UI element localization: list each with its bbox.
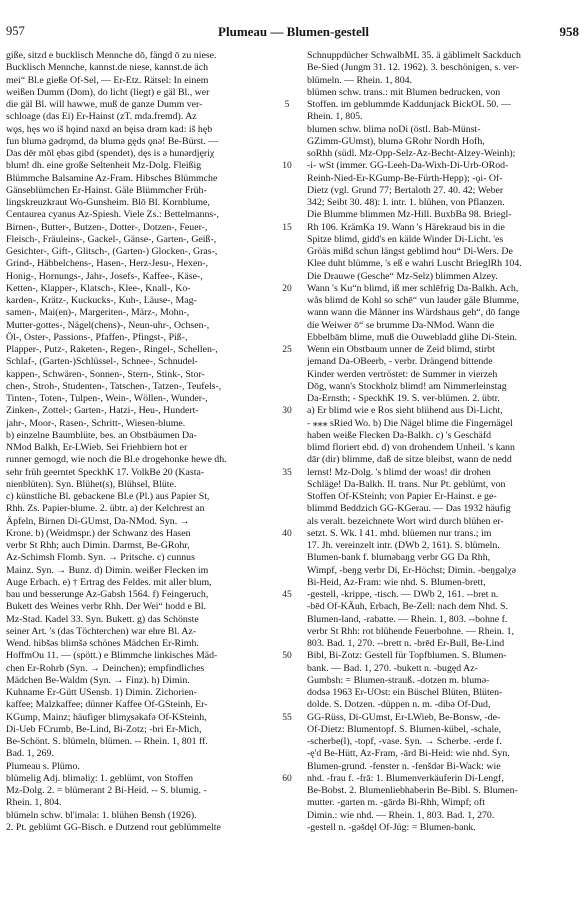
- text-line: Gänseblümchen Er-Hainst. Gäle Blümmcher Früh-: [6, 184, 207, 196]
- text-line: Gröäs mißd schun längst geblimd hou“ Di-Wers. De: [307, 246, 513, 257]
- text-line: Mainz. Syn. → Bunz. d) Dimin. weißer Flecken im: [6, 564, 209, 576]
- text-line: Äpfeln, Birnen Di-GUmst, Da-NMod. Syn. →: [6, 515, 190, 527]
- text-line: bau und besserunge Az-Gabsh 1564. f) Feingeruch,: [6, 589, 209, 600]
- text-line: Blumen-land, -rabatte. — Rhein. 1, 803. --bohne f.: [307, 613, 508, 625]
- text-line: Wenn ein Obstbaum unner de Zeid blimd, stirbt: [307, 344, 495, 355]
- text-line: GG-Rüss, Di-GUmst, Er-LWieb, Be-Bonsw, -de-: [307, 711, 501, 723]
- text-line: Rhein. 1, 805.: [307, 111, 363, 123]
- text-line: b) einzelne Baumblüte, bes. an Obstbäumen Da-: [6, 429, 197, 441]
- text-line: Rhein. 1, 804.: [6, 797, 62, 809]
- text-line: Schlaf-, (Garten-)Schlüssel-, Schnee-, Schnudel-: [6, 356, 198, 368]
- gutter-spacer: [274, 418, 300, 430]
- text-line: blümen schw. trans.: mit Blumen bedrucken, von: [307, 86, 501, 98]
- gutter-spacer: [274, 111, 300, 123]
- line-number: 35: [282, 467, 292, 478]
- text-line: -i- wSt (immer. GG-Leeh-Da-Wixh-Di-Urb-ORod-: [307, 160, 509, 172]
- text-line: Wann 's Ku“n blimd, iß mer schlēfrig Da-Balkh. Ach,: [307, 282, 519, 294]
- text-line: verbr St Rhh: rot blühende Feuerbohne. — Rhein. 1,: [307, 625, 514, 637]
- text-line: dār (dir) blimme, daß de sitze bleibst, wann de nedd: [307, 454, 512, 466]
- gutter-spacer: [274, 503, 300, 515]
- gutter-spacer: [274, 271, 300, 283]
- text-line: Blümmche Balsamine Az-Fram. Hibsches Blümmche: [6, 172, 218, 184]
- text-line: - ⁎⁎⁎ sRied Wo. b) Die Nägel blime die Fingernägel: [307, 417, 513, 429]
- text-line: 342; Seibt 30. 48): I. intr. 1. blühen, von Pflanzen.: [307, 197, 505, 208]
- text-line: Bibl, Bi-Zotz: Gestell für Topfblumen. S. Blumen-: [307, 650, 507, 662]
- text-line: Birnen-, Butter-, Butzen-, Dotter-, Dotzen-, Feuer-,: [6, 221, 208, 233]
- gutter-spacer: [274, 552, 300, 564]
- text-line: Dietz (vgl. Grund 77; Bertaloth 27. 40. 42; Weber: [307, 184, 504, 196]
- line-number: 20: [282, 283, 292, 294]
- text-line: Of-Dietz: Blumentopf. S. Blumen-kübel, -schale,: [307, 723, 502, 735]
- text-line: -scherbe(l), -topf, -vase. Syn. → Scherbe. -erde f.: [307, 736, 502, 747]
- text-line: GZimm-GUmst), blumǝ GRohr Nordh Hofh,: [307, 135, 485, 147]
- text-line: bank. — Bad. 1, 270. -bukett n. -bugęd Az-: [307, 662, 478, 674]
- text-line: wann wann die Männer ins Wärdshaus geh“, dō fange: [307, 307, 520, 319]
- gutter-spacer: [274, 442, 300, 454]
- text-line: Stoffen Of-KSteinh; von Papier Er-Hainst. e ge-: [307, 491, 497, 502]
- text-line: blimd floriert ebd. d) von drohendem Unheil. 's kann: [307, 442, 515, 453]
- text-line: soRhh (südl. Mz-Opp-Selz-Az-Becht-Alzey-Weinh);: [307, 148, 516, 159]
- text-line: Rhh. Zs. Papier-blume. 2. übtr. a) der Kelchrest an: [6, 503, 205, 515]
- text-line: Reinh-Nied-Er-KGump-Be-Fürth-Hepp); -ǫi- Of-: [307, 172, 503, 184]
- text-line: nienblüten). Syn. Blühet(s), Blühsel, Blüte.: [6, 478, 177, 490]
- gutter-spacer: [274, 381, 300, 393]
- text-line: -gestell, -krippe, -tisch. — DWb 2, 161. --bret n.: [307, 589, 499, 600]
- text-line: die Weiwer ō“ se brumme Da-NMod. Wann die: [307, 319, 495, 331]
- gutter-spacer: [274, 295, 300, 307]
- line-number: 30: [282, 406, 292, 417]
- text-line: Di-Ueb FCrumb, Be-Lind, Bi-Zotz; -bri Er-Mich,: [6, 723, 202, 735]
- text-line: sehr früh geerntet SpeckhK 17. VolkBe 20 (Kasta-: [6, 466, 205, 478]
- text-line: weißen Dumm (Dom), do licht (liegt) e gäl Bl., wer: [6, 86, 210, 98]
- text-line: blümeln schw. bl'imǝlǝ: 1. blühen Bensh (1926).: [6, 809, 197, 821]
- gutter-spacer: [274, 136, 300, 148]
- text-line: wås blimd de Kohl so schē“ vun lauder gäle Blumme,: [307, 295, 520, 306]
- text-line: Stoffen. im geblummde Kaddunjack BickOL 50. —: [307, 99, 511, 110]
- gutter-spacer: [274, 320, 300, 332]
- text-line: Plumeau s. Plümo.: [6, 760, 80, 772]
- line-number: 45: [282, 590, 292, 600]
- line-number: 50: [282, 651, 292, 662]
- text-line: Da-Ernsth; - SpeckhK 19. S. ver-blümen. 2. übtr.: [307, 393, 500, 404]
- gutter-spacer: [274, 332, 300, 344]
- gutter-spacer: [274, 479, 300, 491]
- text-line: Be-Bobst. 2. Blumenliebhaberin Be-Bibl. S. Blumen-: [307, 785, 518, 796]
- text-line: NMod Balkh, Er-LWieb. Sei Friehbiern hot er: [6, 442, 188, 453]
- text-line: fun blumǝ gǝdrǫmd, dǝ blumǝ gęds ǫnǝ! Be-Bürst. —: [6, 135, 219, 147]
- text-line: c) künstliche Bl. gebackene Bl.e (Pl.) aus Papier St,: [6, 491, 210, 502]
- text-line: nhd. -frau f. -frā: 1. Blumenverkäuferin Di-Lengf,: [307, 772, 504, 784]
- gutter-spacer: [274, 356, 300, 368]
- text-line: 803. Bad. 1, 270. --brett n. -brēd Er-Bull, Be-Lind: [307, 638, 505, 649]
- text-line: Blumen-grund. -fenster n. -fenšdǝr Bi-Wack: wie: [307, 760, 501, 772]
- text-line: Bukett des Weines verbr Rhh. Der Wei“ hodd e Bl.: [6, 601, 207, 613]
- line-number: 60: [282, 773, 292, 784]
- text-line: 17. Jh. vereinzelt intr. (DWb 2, 161). S. blümeln.: [307, 540, 500, 551]
- text-line: haben weiße Flecken Da-Balkh. c) 's Geschäfd: [307, 429, 492, 441]
- line-number: 5: [284, 100, 290, 110]
- text-line: verbr St Rhh; auch Dimin. Darmst, Be-GRohr,: [6, 540, 190, 551]
- line-number: 40: [282, 528, 292, 539]
- text-line: Be-Sied (Jungm 31. 12. 1962). 3. beschönigen, s. ver-: [307, 62, 519, 74]
- text-line: mutter. -garten m. -gārdǝ Bi-Rhh, Wimpf; oft: [307, 797, 485, 809]
- text-line: jahr-, Moor-, Rasen-, Schritt-, Wiesen-blume.: [6, 417, 186, 429]
- gutter-spacer: [274, 124, 300, 136]
- text-line: dolde. S. Dotzen. -düppen n. m. -dibǝ Of-Dud,: [307, 699, 491, 711]
- text-line: Mz-Stad. Kadel 33. Syn. Bukett. g) das Schönste: [6, 613, 199, 625]
- gutter-spacer: [274, 675, 300, 687]
- text-line: a) Er blimd wie e Ros sieht blühend aus Di-Licht,: [307, 405, 503, 417]
- gutter-spacer: [274, 185, 300, 197]
- text-line: HoffmOu 11. — (spött.) e Blimmche linkisches Mäd-: [6, 650, 218, 662]
- text-line: blum! dh. eine große Seltenheit Mz-Dolg. Fleißig: [6, 160, 202, 172]
- text-line: Das dēr mōl ębǝs gibd (spendet), dęs is ǝ hunǝrdjęriχ: [6, 148, 215, 159]
- gutter-spacer: [274, 565, 300, 577]
- gutter-spacer: [274, 430, 300, 442]
- text-line: Gesichter-, Gift-, Glitsch-, (Garten-) Glocken-, Gras-,: [6, 246, 218, 257]
- text-line: setzt. S. Wk. I 41. mhd. blüemen nur trans.; im: [307, 527, 492, 539]
- gutter-spacer: [274, 369, 300, 381]
- gutter-spacer: [274, 246, 300, 258]
- text-line: -bēd Of-KÄuh, Erbach, Be-Zell: nach dem Nhd. S.: [307, 601, 508, 613]
- gutter-spacer: [274, 454, 300, 466]
- gutter-spacer: [274, 148, 300, 160]
- text-line: mei“ Bl.e gieße Of-Sel, — Er-Etz. Rätsel: In einem: [6, 74, 209, 86]
- line-number: 25: [282, 345, 292, 355]
- running-title: Plumeau — Blumen-gestell: [218, 24, 369, 39]
- line-number: 10: [282, 161, 292, 172]
- text-line: Bi-Heid, Az-Fram: wie nhd. S. Blumen-brett,: [307, 576, 486, 588]
- line-number-gutter: [274, 50, 300, 834]
- gutter-spacer: [274, 197, 300, 209]
- text-line: schloage (das Ei) Er-Hainst (zT. mda.fremd). Az: [6, 111, 197, 123]
- gutter-spacer: [274, 62, 300, 74]
- gutter-spacer: [274, 307, 300, 319]
- text-line: Mutter-gottes-, Nägel(chens)-, Neun-uhr-, Ochsen-,: [6, 319, 210, 331]
- text-line: Klee duht blümme, 's eß e wahri Luscht BrieglRh 104.: [307, 258, 522, 270]
- text-line: die gäl Bl. will hawwe, muß de ganze Dumm ver-: [6, 99, 203, 110]
- gutter-spacer: [274, 87, 300, 99]
- text-line: Zinken-, Zottel-; Garten-, Hatzi-, Heu-, Hundert-: [6, 405, 199, 417]
- text-line: Kuhname Er-Gütt USensb. 1) Dimin. Zichorien-: [6, 687, 197, 698]
- text-line: samen-, Mai(en)-, Margeriten-, März-, Mohn-,: [6, 307, 190, 319]
- gutter-spacer: [274, 724, 300, 736]
- text-line: chen Er-Rohrb (Syn. → Deinchen); empfindliches: [6, 662, 205, 674]
- gutter-spacer: [274, 626, 300, 638]
- text-line: blümelig Adj. blimǝliχ: 1. geblümt, von Stoffen: [6, 772, 194, 784]
- gutter-spacer: [274, 393, 300, 405]
- text-line: Mz-Dolg. 2. = blümerant 2 Bi-Heid. -- S. blumig. -: [6, 785, 207, 796]
- right-column: [307, 50, 579, 834]
- text-line: wǫs, hęs wo iš hǫind naxd ǝn bęisǝ drǝm kad: iš hęb: [6, 123, 213, 135]
- gutter-spacer: [274, 761, 300, 773]
- line-number: 15: [282, 222, 292, 233]
- text-line: als veralt. bezeichnete Wort wird durch blühen er-: [307, 515, 504, 527]
- text-line: Rh 106. KrämKa 19. Wann 's Härekraud bis in die: [307, 221, 505, 233]
- text-line: Be-Schönt. S. blümeln, blümen. -- Rhein. 1, 801 ff.: [6, 736, 208, 747]
- gutter-spacer: [274, 699, 300, 711]
- text-line: Spitze blimd, gidd's en kälde Winder Di-Licht. 'es: [307, 233, 504, 245]
- text-line: Honig-, Hornungs-, Jahr-, Josefs-, Kaffee-, Käse-,: [6, 270, 203, 282]
- line-number: 55: [282, 712, 292, 723]
- gutter-spacer: [274, 601, 300, 613]
- gutter-spacer: [274, 785, 300, 797]
- text-line: seiner Art. 's (das Töchterchen) war ehre Bl. Az-: [6, 625, 197, 637]
- gutter-spacer: [274, 748, 300, 760]
- gutter-spacer: [274, 234, 300, 246]
- text-line: Mädchen Be-Waldm (Syn. → Finz). h) Dimin.: [6, 674, 190, 686]
- page-number-right: 958: [559, 24, 579, 39]
- text-line: Auge Erbach. e) † Ertrag des Feldes. mit aller blum,: [6, 576, 212, 588]
- text-line: jemand Da-OBeerb, - verbr. Drängend bittende: [307, 356, 493, 368]
- text-line: runner gemogd, wie noch die Bl.e drogehonke hewe dh.: [6, 454, 227, 466]
- text-line: blumen schw. blimǝ noDi (östl. Bab-Münst-: [307, 123, 481, 135]
- text-line: karden-, Krätz-, Kuckucks-, Kuh-, Läuse-, Mag-: [6, 295, 197, 306]
- text-line: dodsǝ 1963 Er-UOst: ein Büschel Blüten, Blüten-: [307, 687, 503, 698]
- text-line: kaffee; Malzkaffee; dünner Kaffee Of-GSteinh, Er-: [6, 699, 208, 711]
- gutter-spacer: [274, 258, 300, 270]
- gutter-spacer: [274, 687, 300, 699]
- gutter-spacer: [274, 491, 300, 503]
- text-line: KGump, Mainz; häufiger blimχsǝkafǝ Of-KSteinh,: [6, 711, 207, 723]
- text-line: Die Blumme blimmen Mz-Hill. BuxbBa 98. Briegl-: [307, 209, 512, 221]
- text-line: Grind-, Häbbelchens-, Hasen-, Herz-Jesu-, Hexen-,: [6, 258, 208, 270]
- gutter-spacer: [274, 173, 300, 185]
- gutter-spacer: [274, 797, 300, 809]
- text-line: Ebbelbām blime, muß die Ouwebladd glihe Di-Stein.: [307, 331, 517, 343]
- text-line: Wend. hibšǝs blimšǝ schönes Mädchen Er-Rimh.: [6, 638, 199, 649]
- text-line: Bucklisch Mennche, kannst.de niese, kannst.de äch: [6, 62, 209, 74]
- gutter-spacer: [274, 577, 300, 589]
- gutter-spacer: [274, 540, 300, 552]
- gutter-spacer: [274, 638, 300, 650]
- text-line: Krone. b) (Weidmspr.) der Schwanz des Hasen: [6, 527, 191, 539]
- text-line: 2. Pt. geblümt GG-Bisch. e Dutzend rout geblümmelte: [6, 821, 221, 833]
- text-line: -ę'd Be-Hütt, Az-Fram, -ārd Bi-Heid: wie nhd. Syn.: [307, 748, 510, 760]
- text-line: Die Drauwe (Gesche“ Mz-Selz) blimmen Alzey.: [307, 270, 498, 282]
- page-header: [0, 24, 587, 44]
- text-line: giße, sitzd e bucklisch Mennche dō, fängd ō zu niese.: [6, 50, 217, 61]
- left-column: [6, 50, 270, 834]
- text-line: Schnuppdücher SchwalbML 35. ä gäblimelt Sackduch: [307, 50, 521, 61]
- text-line: lernst! Mz-Dolg. 's blimd der woas! dir drohen: [307, 466, 491, 478]
- gutter-spacer: [274, 614, 300, 626]
- gutter-spacer: [274, 50, 300, 62]
- text-line: Ketten-, Klapper-, Klatsch-, Klee-, Knall-, Ko-: [6, 282, 191, 294]
- gutter-spacer: [274, 736, 300, 748]
- gutter-spacer: [274, 663, 300, 675]
- text-line: blümeln. — Rhein. 1, 804.: [307, 74, 412, 86]
- text-line: Öl-, Oster-, Passions-, Pfaffen-, Pfingst-, Piß-,: [6, 331, 188, 343]
- gutter-spacer: [274, 209, 300, 221]
- text-line: -gestell n. -gǝšdęl Of-Jüg: = Blumen-bank.: [307, 821, 476, 833]
- text-line: Dōg, wann's Stockholz blimd! am Nimmerleinstag: [307, 380, 507, 392]
- text-line: Blumen-bank f. blumǝbaŋg verbr GG Da Rhh,: [307, 552, 491, 564]
- text-line: Kinder werden vertröstet: de Summer in vierzeh: [307, 368, 498, 380]
- gutter-spacer: [274, 75, 300, 87]
- page-number-left: 957: [6, 24, 25, 38]
- text-line: Schläge! Da-Balkh. II. trans. Nur Pt. geblümt, von: [307, 478, 506, 490]
- text-line: Fleisch-, Fräuleins-, Gackel-, Gänse-, Garten-, Geiß-,: [6, 233, 217, 245]
- text-line: Az-Schimsh Flomb. Syn. → Pritsche. c) cunnus: [6, 552, 195, 564]
- text-line: Tinten-, Toten-, Tulpen-, Wein-, Wöllen-, Wunder-,: [6, 393, 208, 404]
- text-line: Wimpf, -beŋg verbr Di, Er-Höchst; Dimin. -beŋgǝlχǝ: [307, 564, 516, 576]
- text-line: chen-, Stroh-, Studenten-, Tatschen-, Tatzen-, Teufels-,: [6, 380, 222, 392]
- text-line: lingskreuzkraut Wo-Gunsheim. Blō Bl. Kornblume,: [6, 197, 210, 208]
- text-line: Centaurea cyanus Az-Spiesh. Viele Zs.: Bettelmanns-,: [6, 209, 220, 221]
- text-line: Plapper-, Putz-, Raketen-, Regen-, Ringel-, Schellen-,: [6, 344, 218, 355]
- text-line: Bad. 1, 269.: [6, 748, 54, 760]
- text-line: blimmd Beddzich GG-KGerau. — Das 1932 häufig: [307, 503, 511, 515]
- gutter-spacer: [274, 822, 300, 834]
- gutter-spacer: [274, 810, 300, 822]
- text-line: Dimin.: wie nhd. — Rhein. 1, 803. Bad. 1, 270.: [307, 809, 495, 821]
- text-line: Gumbsh: = Blumen-strauß. -dotzen m. blumǝ-: [307, 674, 490, 686]
- text-line: kappen-, Schwären-, Sonnen-, Stern-, Stink-, Stor-: [6, 368, 205, 380]
- gutter-spacer: [274, 516, 300, 528]
